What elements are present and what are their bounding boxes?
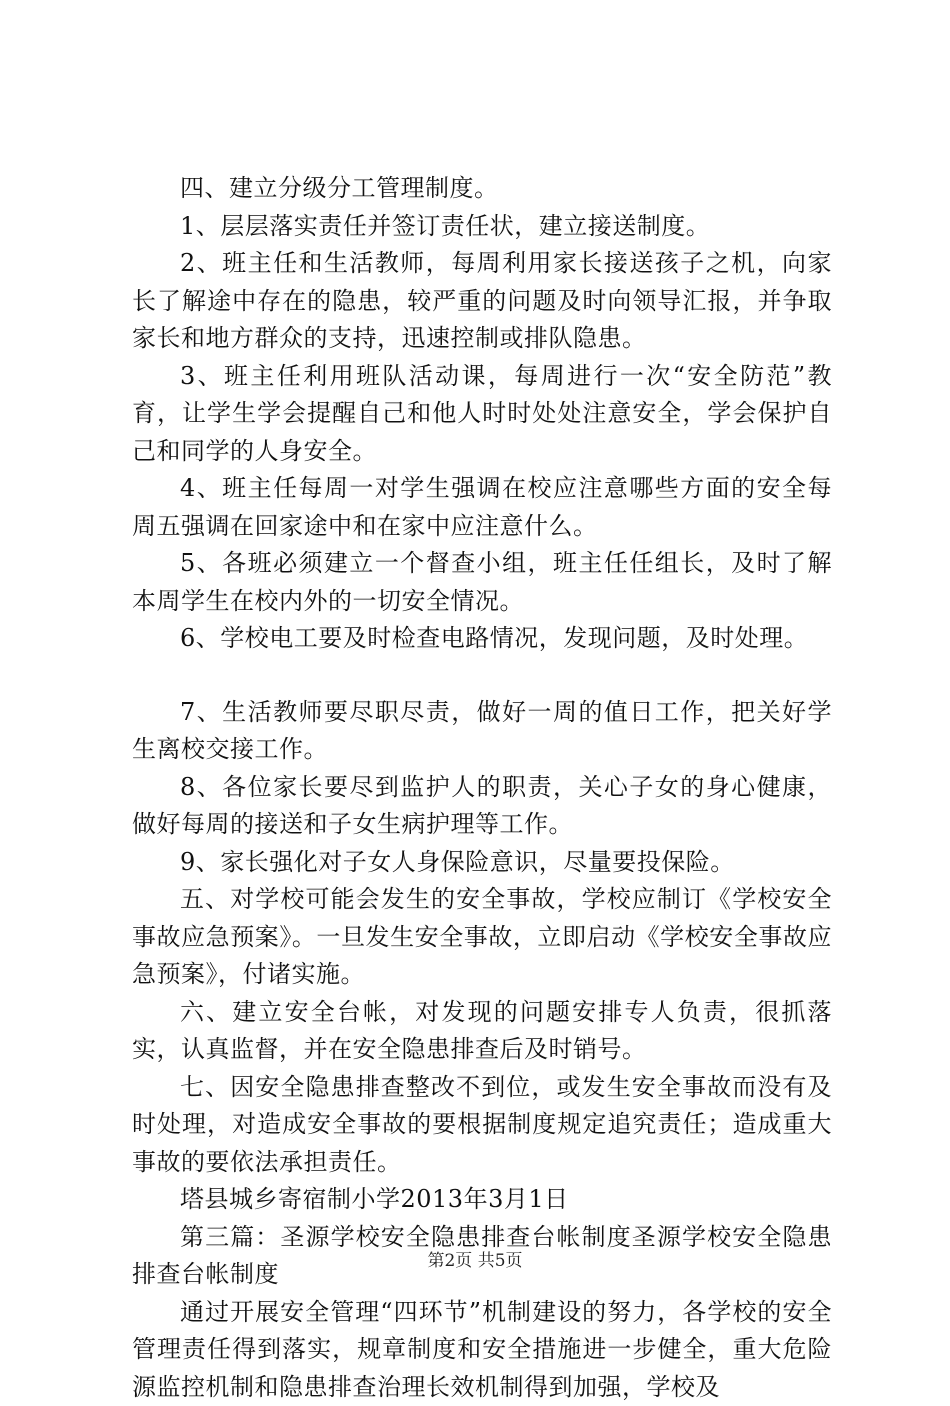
page-number: 第2页 共5页	[0, 1246, 950, 1271]
paragraph: 8、各位家长要尽到监护人的职责，关心子女的身心健康，做好每周的接送和子女生病护理等工作。	[132, 769, 832, 844]
paragraph: 9、家长强化对子女人身保险意识，尽量要投保险。	[132, 844, 832, 882]
document-body	[132, 170, 832, 1406]
blank-line	[132, 658, 832, 694]
paragraph: 3、班主任利用班队活动课，每周进行一次“安全防范”教育，让学生学会提醒自己和他人时时处处注意安全，学会保护自己和同学的人身安全。	[132, 358, 832, 471]
signature-line: 塔县城乡寄宿制小学2013年3月1日	[132, 1181, 832, 1219]
paragraph: 7、生活教师要尽职尽责，做好一周的值日工作，把关好学生离校交接工作。	[132, 694, 832, 769]
section-heading: 第三篇：圣源学校安全隐患排查台帐制度圣源学校安全隐患排查台帐制度	[132, 1219, 832, 1294]
paragraph: 通过开展安全管理“四环节”机制建设的努力，各学校的安全管理责任得到落实，规章制度和安全措施进一步健全，重大危险源监控机制和隐患排查治理长效机制得到加强，学校及	[132, 1294, 832, 1406]
paragraph: 2、班主任和生活教师，每周利用家长接送孩子之机，向家长了解途中存在的隐患，较严重的问题及时向领导汇报，并争取家长和地方群众的支持，迅速控制或排队隐患。	[132, 245, 832, 358]
paragraph: 四、建立分级分工管理制度。	[132, 170, 832, 208]
paragraph: 七、因安全隐患排查整改不到位，或发生安全事故而没有及时处理，对造成安全事故的要根据制度规定追究责任；造成重大事故的要依法承担责任。	[132, 1069, 832, 1182]
paragraph: 5、各班必须建立一个督查小组，班主任任组长，及时了解本周学生在校内外的一切安全情况。	[132, 545, 832, 620]
paragraph: 五、对学校可能会发生的安全事故，学校应制订《学校安全事故应急预案》。一旦发生安全事故，立即启动《学校安全事故应急预案》，付诸实施。	[132, 881, 832, 994]
paragraph: 六、建立安全台帐，对发现的问题安排专人负责，很抓落实，认真监督，并在安全隐患排查后及时销号。	[132, 994, 832, 1069]
paragraph: 4、班主任每周一对学生强调在校应注意哪些方面的安全每周五强调在回家途中和在家中应注意什么。	[132, 470, 832, 545]
paragraph: 1、层层落实责任并签订责任状，建立接送制度。	[132, 208, 832, 246]
paragraph: 6、学校电工要及时检查电路情况，发现问题，及时处理。	[132, 620, 832, 658]
